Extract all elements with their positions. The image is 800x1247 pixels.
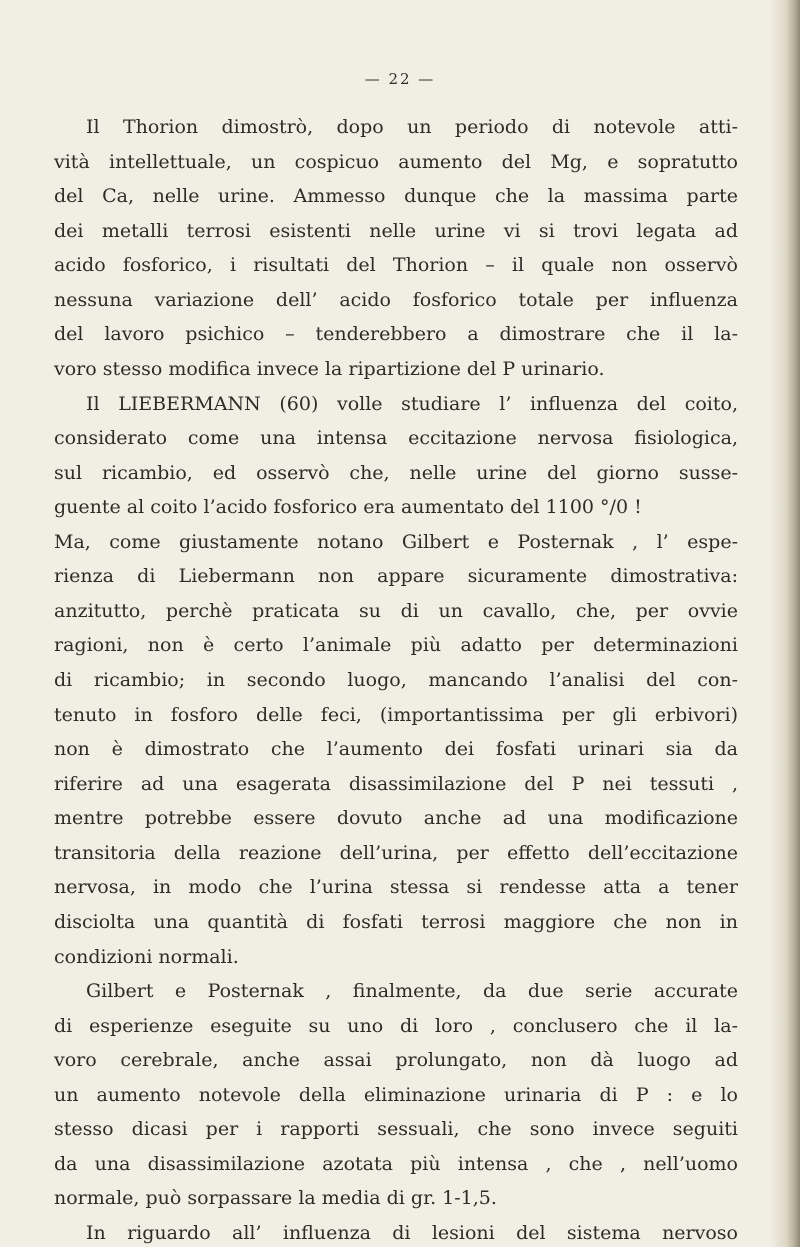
text-line: disciolta una quantità di fosfati terrosi maggiore che non in <box>54 911 738 933</box>
page-edge-shadow <box>770 0 800 1247</box>
text-line: Gilbert e Posternak , finalmente, da due serie accurate <box>86 980 738 1002</box>
text-line: condizioni normali. <box>54 946 239 968</box>
text-line: guente al coito l’acido fosforico era aumentato del 1100 °/0 ! <box>54 496 642 518</box>
text-line: ragioni, non è certo l’animale più adatto per determinazioni <box>54 634 738 656</box>
text-line: del lavoro psichico – tenderebbero a dimostrare che il la- <box>54 323 738 345</box>
text-line: un aumento notevole della eliminazione urinaria di P : e lo <box>54 1084 738 1106</box>
text-line: rienza di Liebermann non appare sicuramente dimostrativa: <box>54 565 738 587</box>
text-line: voro stesso modifica invece la ripartizione del P urinario. <box>54 358 605 380</box>
text-line: tenuto in fosforo delle feci, (importantissima per gli erbivori) <box>54 704 738 726</box>
text-line: acido fosforico, i risultati del Thorion – il quale non osservò <box>54 254 738 276</box>
page-number: — 22 — <box>364 70 436 88</box>
text-line-content: Il LIEBERMANN (60) volle studiare l’ influenza del coito, <box>86 393 738 415</box>
text-line: normale, può sorpassare la media di gr. 1-1,5. <box>54 1187 497 1209</box>
text-line: considerato come una intensa eccitazione nervosa fisiologica, <box>54 427 738 449</box>
text-line: Ma, come giustamente notano Gilbert e Posternak , l’ espe- <box>54 531 738 553</box>
text-line: sul ricambio, ed osservò che, nelle urine del giorno susse- <box>54 462 738 484</box>
text-line: nervosa, in modo che l’urina stessa si rendesse atta a tener <box>54 876 738 898</box>
text-line: mentre potrebbe essere dovuto anche ad una modificazione <box>54 807 738 829</box>
text-line: stesso dicasi per i rapporti sessuali, che sono invece seguiti <box>54 1118 738 1140</box>
text-line: dei metalli terrosi esistenti nelle urine vi si trovi legata ad <box>54 220 738 242</box>
text-line: del Ca, nelle urine. Ammesso dunque che la massima parte <box>54 185 738 207</box>
text-line <box>86 393 738 415</box>
text-line: vità intellettuale, un cospicuo aumento del Mg, e sopratutto <box>54 151 738 173</box>
text-line: nessuna variazione dell’ acido fosforico totale per influenza <box>54 289 738 311</box>
text-line: riferire ad una esagerata disassimilazione del P nei tessuti , <box>54 773 738 795</box>
text-line: In riguardo all’ influenza di lesioni del sistema nervoso <box>86 1222 738 1244</box>
text-line: anzitutto, perchè praticata su di un cavallo, che, per ovvie <box>54 600 738 622</box>
text-line: transitoria della reazione dell’urina, per effetto dell’eccitazione <box>54 842 738 864</box>
text-line: non è dimostrato che l’aumento dei fosfati urinari sia da <box>54 738 738 760</box>
text-line: di ricambio; in secondo luogo, mancando l’analisi del con- <box>54 669 738 691</box>
text-line: da una disassimilazione azotata più intensa , che , nell’uomo <box>54 1153 738 1175</box>
text-line: voro cerebrale, anche assai prolungato, non dà luogo ad <box>54 1049 738 1071</box>
text-line: Il Thorion dimostrò, dopo un periodo di notevole atti- <box>86 116 738 138</box>
text-line: di esperienze eseguite su uno di loro , conclusero che il la- <box>54 1015 738 1037</box>
